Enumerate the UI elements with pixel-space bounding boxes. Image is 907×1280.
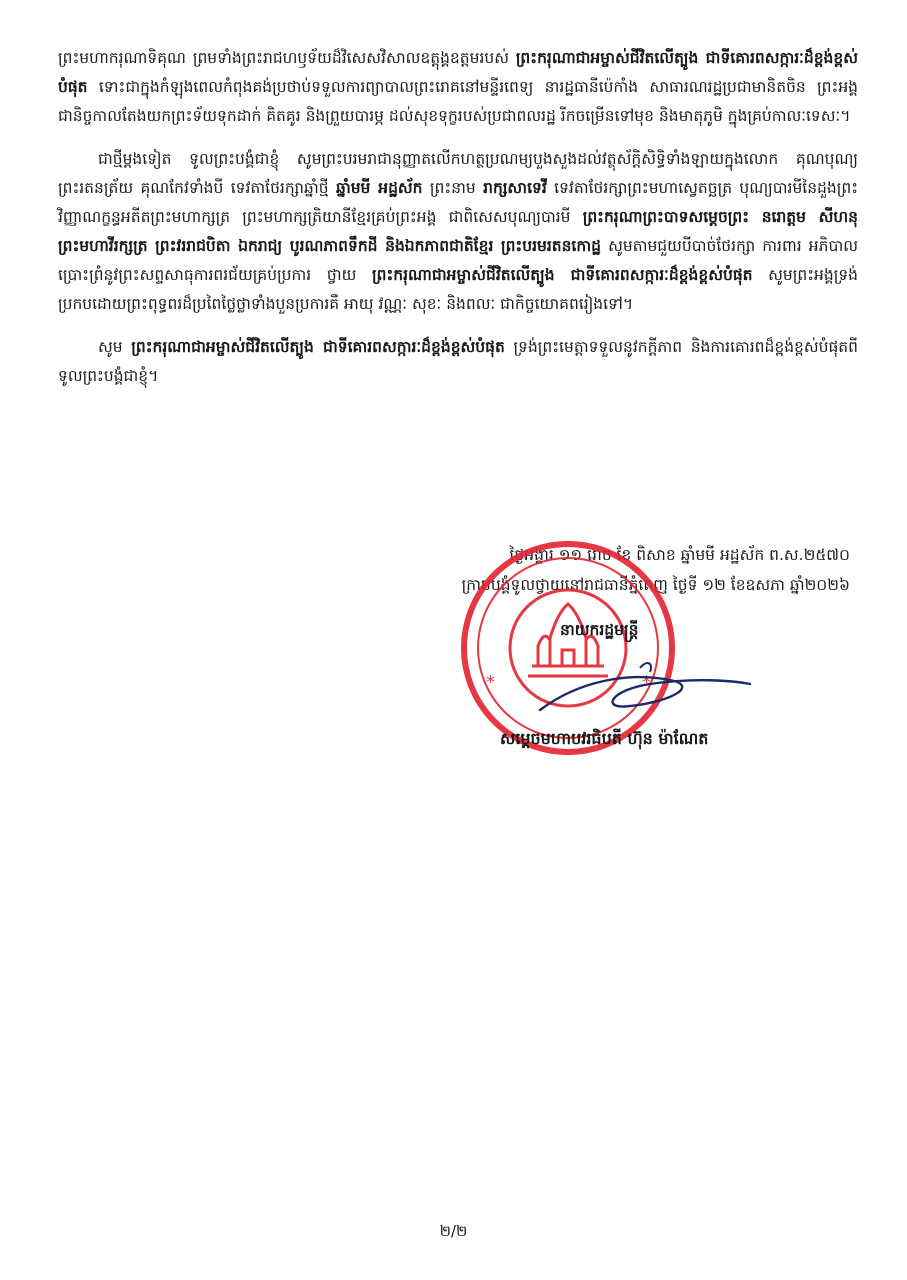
paragraph-2 — [58, 145, 858, 319]
p3-text-c: ទ្រង់ព្រះមេត្តាទទួលនូវកក្តីភាព និងការគោរពដ៏ខ្ពង់ខ្ពស់បំផុតពីទូលព្រះបង្គំជាខ្ញុំ។ — [58, 338, 858, 385]
signer-title: នាយករដ្ឋមន្ត្រី — [560, 621, 639, 639]
p1-text-a: ព្រះមហាករុណាទិគុណ ព្រមទាំងព្រះរាជហឫទ័យដ៏វិសេសវិសាលឧត្តុង្គឧត្តមរបស់ — [58, 49, 516, 67]
king-title-1: ព្រះករុណាជាអម្ចាស់ជីវិតលើត្បូង ជាទីគោរពសក្ការៈដ៏ខ្ពង់ខ្ពស់បំផុត — [58, 49, 858, 96]
signer-name: សម្តេចមហាបវរធិបតី ហ៊ុន ម៉ាណែត — [500, 729, 709, 748]
svg-text:*: * — [642, 672, 651, 693]
p2-text-i: សូមព្រះអង្គទ្រង់ប្រកបដោយព្រះពុទ្ធពរដ៏ប្រពៃថ្លៃថ្លាទាំងបួនប្រការគឺ អាយុ វណ្ណៈ សុខៈ និងពលៈ ជាកិច្ចយោគពរៀងទៅ។ — [58, 266, 859, 313]
p2-text-a: ជាថ្មីម្តងទៀត ទូលព្រះបង្គំជាខ្ញុំ សូមព្រះបរមរាជានុញ្ញាតលើកហត្ថប្រណម្យបួងសួងដល់វត្ថុស័ក្តិសិទ្ធិទាំងឡាយក្នុងលោក គុណបុណ្យព្រះរតនត្រ័យ គុណកែវទាំងបី ទេវតាថែរក្សាឆ្នាំថ្មី — [58, 150, 858, 197]
king-title-3: ព្រះករុណាជាអម្ចាស់ជីវិតលើត្បូង ជាទីគោរពសក្ការៈដ៏ខ្ពង់ខ្ពស់បំផុត — [131, 338, 505, 356]
p2-text-c: ព្រះនាម — [422, 179, 484, 197]
p2-text-g: សូមតាមជួយបីបាច់ថែរក្សា ការពារ អភិបាល ប្រោះព្រំនូវព្រះសព្ទសាធុការពរជ័យគ្រប់ប្រការ ថ្វាយ — [58, 237, 858, 284]
p2-text-e: ទេវតាថែរក្សាព្រះមហាស្វេតច្ឆត្រ បុណ្យបារមីនៃដួងព្រះវិញ្ញាណក្ខន្ធអតីតព្រះមហាក្សត្រ ព្រះមហាក្សត្រិយានីខ្មែរគ្រប់ព្រះអង្គ ជាពិសេសបុណ្យបារមី — [58, 179, 859, 226]
solar-date-place: ក្រាបបង្គំទូលថ្វាយនៅរាជធានីភ្នំពេញ ថ្ងៃទី ១២ ខែឧសភា ឆ្នាំ២០២៦ — [461, 576, 850, 594]
page-number: ២/២ — [439, 1222, 468, 1240]
lunar-date: ថ្ងៃអង្គារ ១១ រោច ខែ ពិសាខ ឆ្នាំមមី អដ្ឋស័ក ព.ស.២៥៧០ — [509, 546, 850, 564]
paragraph-1 — [58, 44, 858, 131]
year-name: ឆ្នាំមមី អដ្ឋស័ក — [335, 179, 423, 197]
father-king-title: ព្រះករុណាព្រះបាទសម្តេចព្រះ នរោត្តម សីហនុ ព្រះមហាវីរក្សត្រ ព្រះវររាជបិតា ឯករាជ្យ បូរណភាពទឹកដី និងឯកភាពជាតិខ្មែរ ព្រះបរមរតនកោដ្ឋ — [58, 208, 858, 255]
p1-text-c: ទោះជាក្នុងកំឡុងពេលកំពុងគង់ប្រថាប់ទទួលការព្យាបាលព្រះរោគនៅមន្ទីរពេទ្យ នារដ្ឋធានីប៉េកាំង សាធារណរដ្ឋប្រជាមានិតចិន ព្រះអង្គជានិច្ចកាលតែងយកព្រះទ័យទុកដាក់ គិតគូរ និងព្រួយបារម្ភ ដល់សុខទុក្ខរបស់ប្រជាពលរដ្ឋ រីកចម្រើនទៅមុខ និងមាតុភូមិ ក្នុងគ្រប់កាលៈទេសៈ។ — [58, 78, 858, 125]
handwritten-signature — [520, 650, 760, 730]
letter-body — [58, 44, 858, 405]
p3-text-a: សូម — [98, 338, 132, 356]
svg-text:*: * — [486, 672, 495, 693]
king-title-2: ព្រះករុណាជាអម្ចាស់ជីវិតលើត្បូង ជាទីគោរពសក្ការៈដ៏ខ្ពង់ខ្ពស់បំផុត — [372, 266, 753, 284]
deity-name: រាក្សសាទេវី — [483, 179, 547, 197]
paragraph-3 — [58, 333, 858, 391]
